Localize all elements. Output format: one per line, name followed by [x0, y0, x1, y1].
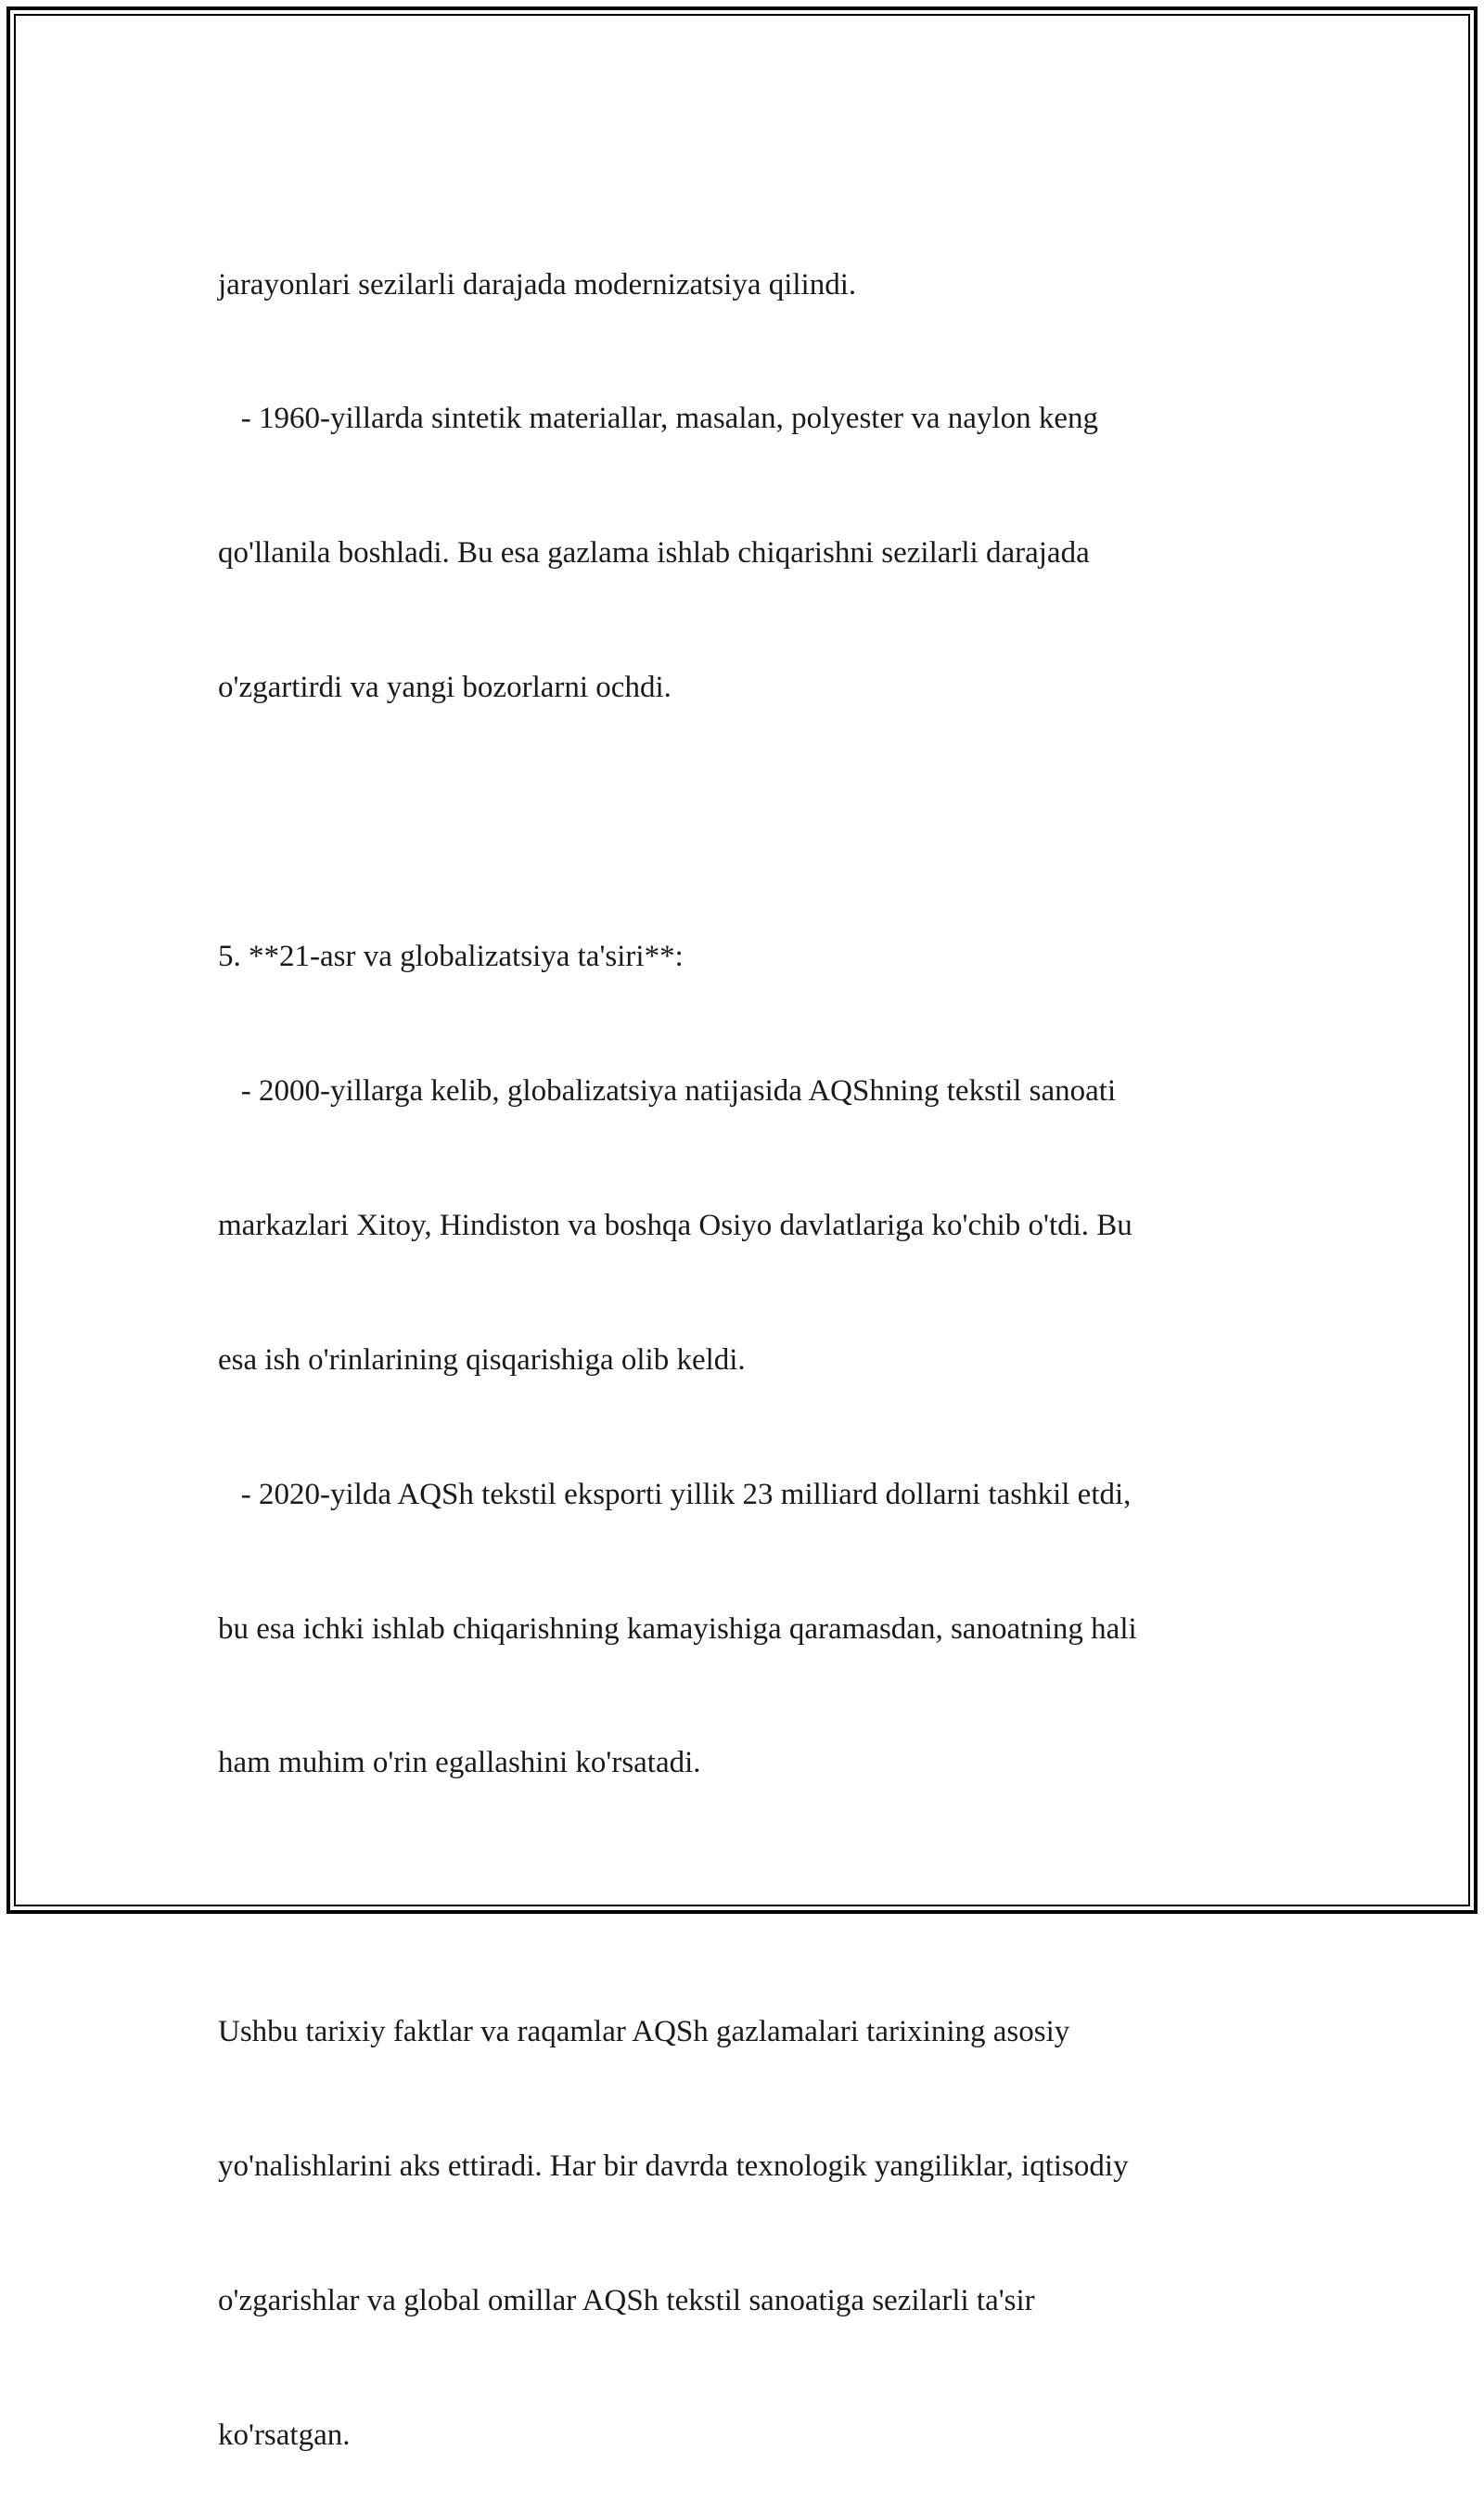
text-line: esa ish o'rinlarining qisqarishiga olib keldi. [218, 1342, 746, 1377]
text-line: yo'nalishlarini aks ettiradi. Har bir davrda texnologik yangiliklar, iqtisodiy [218, 2149, 1129, 2184]
text-line: - 1960-yillarda sintetik materiallar, masalan, polyester va naylon keng [218, 402, 1098, 436]
document-body [218, 173, 1294, 2502]
text-line: markazlari Xitoy, Hindiston va boshqa Osiyo davlatlariga ko'chib o'tdi. Bu [218, 1208, 1132, 1242]
text-line: Ushbu tarixiy faktlar va raqamlar AQSh gazlamalari tarixining asosiy [218, 2015, 1070, 2049]
text-line: o'zgarishlar va global omillar AQSh tekstil sanoatiga sezilarli ta'sir [218, 2283, 1035, 2317]
text-line: qo'llanila boshladi. Bu esa gazlama ishlab chiqarishni sezilarli darajada [218, 536, 1090, 571]
text-line: bu esa ichki ishlab chiqarishning kamayishiga qaramasdan, sanoatning hali [218, 1611, 1137, 1646]
text-line: ko'rsatgan. [218, 2418, 351, 2452]
section-heading: 5. **21-asr va globalizatsiya ta'siri**: [218, 940, 684, 974]
text-line: - 2020-yilda AQSh tekstil eksporti yillik 23 milliard dollarni tashkil etdi, [218, 1477, 1132, 1511]
text-line: - 2000-yillarga kelib, globalizatsiya natijasida AQShning tekstil sanoati [218, 1073, 1117, 1108]
text-line: o'zgartirdi va yangi bozorlarni ochdi. [218, 671, 672, 705]
blank-line [218, 1875, 1294, 1919]
text-line: ham muhim o'rin egallashini ko'rsatadi. [218, 1746, 701, 1780]
blank-line [218, 800, 1294, 844]
text-line: jarayonlari sezilarli darajada modernizatsiya qilindi. [218, 267, 857, 302]
